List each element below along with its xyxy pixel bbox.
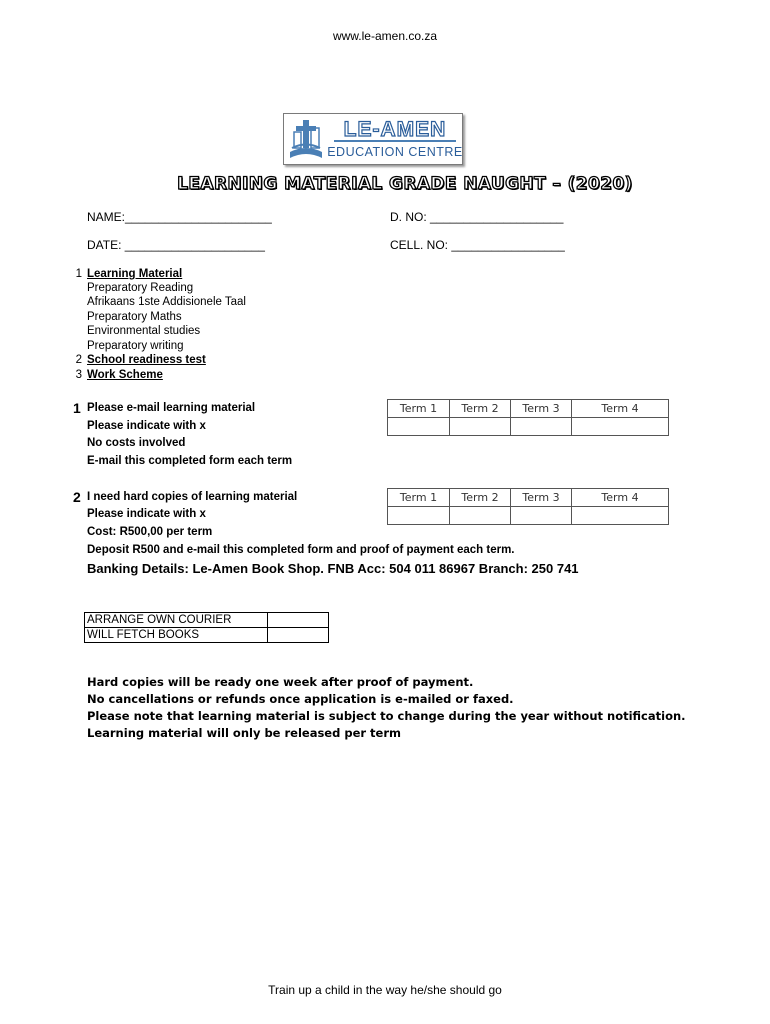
term-2-checkbox[interactable] [450, 418, 511, 436]
term-1-header: Term 1 [388, 489, 450, 507]
website-url: www.le-amen.co.za [332, 29, 438, 43]
option-2-term-table [387, 488, 669, 525]
courier-option-checkbox[interactable] [268, 613, 329, 628]
date-field[interactable]: DATE: _____________________ [87, 238, 265, 252]
d-no-field[interactable]: D. NO: ____________________ [390, 210, 564, 224]
term-3-checkbox[interactable] [511, 507, 572, 525]
term-3-header: Term 3 [511, 489, 572, 507]
option-2-line-1: I need hard copies of learning material [87, 491, 298, 503]
logo-text-main: LE-AMEN [343, 118, 447, 141]
term-2-header: Term 2 [450, 400, 511, 418]
footer-motto: Train up a child in the way he/she should go [268, 983, 502, 997]
sub-item-environmental: Environmental studies [87, 325, 201, 337]
option-2-number: 2 [73, 489, 81, 505]
sub-item-maths: Preparatory Maths [87, 311, 182, 323]
term-2-checkbox[interactable] [450, 507, 511, 525]
courier-option-label: ARRANGE OWN COURIER [85, 613, 268, 628]
list-number-2: 2 [75, 354, 82, 366]
sub-item-afrikaans: Afrikaans 1ste Addisionele Taal [87, 296, 246, 308]
option-1-line-4: E-mail this completed form each term [87, 455, 293, 467]
list-number-3: 3 [75, 369, 82, 381]
list-item-learning-material: Learning Material [87, 268, 183, 280]
fetch-option-checkbox[interactable] [268, 628, 329, 643]
sub-item-reading: Preparatory Reading [87, 282, 194, 294]
option-1-term-table [387, 399, 669, 436]
le-amen-logo [283, 113, 463, 165]
term-4-checkbox[interactable] [572, 507, 669, 525]
list-item-work-scheme: Work Scheme [87, 369, 163, 381]
option-1-number: 1 [73, 400, 81, 416]
option-1-line-2: Please indicate with x [87, 420, 206, 432]
option-1-line-3: No costs involved [87, 437, 186, 449]
name-field[interactable]: NAME:______________________ [87, 210, 272, 224]
note-line-1: Hard copies will be ready one week after proof of payment. [87, 675, 474, 689]
note-line-2: No cancellations or refunds once application is e-mailed or faxed. [87, 692, 514, 706]
logo-text-sub: EDUCATION CENTRE [327, 145, 462, 159]
term-4-checkbox[interactable] [572, 418, 669, 436]
term-1-checkbox[interactable] [388, 418, 450, 436]
list-item-readiness-test: School readiness test [87, 354, 206, 366]
term-3-checkbox[interactable] [511, 418, 572, 436]
fetch-option-label: WILL FETCH BOOKS [85, 628, 268, 643]
note-line-3: Please note that learning material is subject to change during the year without notification. [87, 709, 686, 723]
courier-options-table [84, 612, 329, 643]
term-1-header: Term 1 [388, 400, 450, 418]
term-4-header: Term 4 [572, 489, 669, 507]
term-3-header: Term 3 [511, 400, 572, 418]
logo-graphic [284, 114, 462, 164]
note-line-4: Learning material will only be released per term [87, 726, 401, 740]
sub-item-writing: Preparatory writing [87, 340, 184, 352]
list-number-1: 1 [75, 268, 82, 280]
option-2-line-4: Deposit R500 and e-mail this completed form and proof of payment each term. [87, 544, 515, 556]
option-2-line-3: Cost: R500,00 per term [87, 526, 213, 538]
term-4-header: Term 4 [572, 400, 669, 418]
option-2-line-2: Please indicate with x [87, 508, 206, 520]
term-2-header: Term 2 [450, 489, 511, 507]
cell-no-field[interactable]: CELL. NO: _________________ [390, 238, 565, 252]
page-title: LEARNING MATERIAL GRADE NAUGHT – (2020) [177, 174, 633, 194]
term-1-checkbox[interactable] [388, 507, 450, 525]
banking-details: Banking Details: Le-Amen Book Shop. FNB Acc: 504 011 86967 Branch: 250 741 [87, 561, 579, 576]
option-1-line-1: Please e-mail learning material [87, 402, 256, 414]
